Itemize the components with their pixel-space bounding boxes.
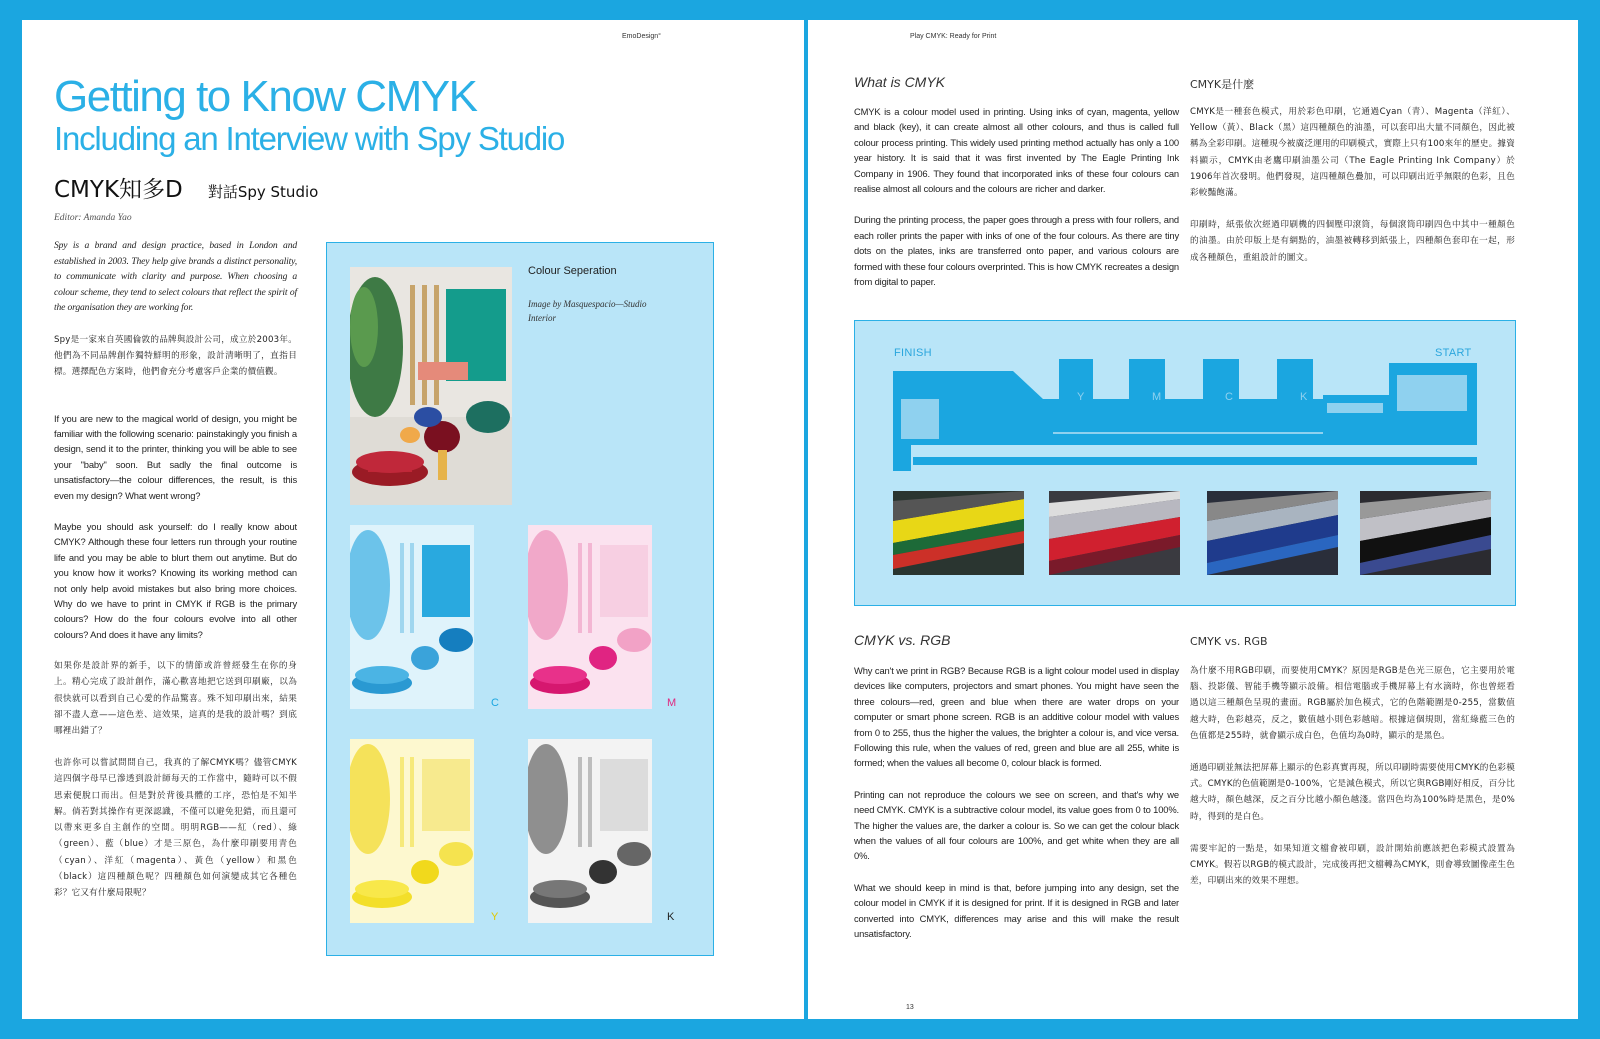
colour-separation-panel [326,242,714,956]
intro-zh: Spy是一家來自英國倫敦的品牌與設計公司，成立於2003年。他們為不同品牌創作獨特鮮明的形象，設計清晰明了，直指目標。選擇配色方案時，他們會充分考慮客戶企業的價值觀。 [54,334,297,378]
running-head-right: Play CMYK: Ready for Print [910,33,997,40]
panel-caption-title: Colour Seperation [528,265,617,277]
press-photo-black [1360,491,1491,575]
body-en-2: Maybe you should ask yourself: do I really know about CMYK? Although these four letters run through your routine life and you may be able to blurt them out anytime. But do you know how it works? Knowing its working method can not only help avoid mistakes but also bring more choices. Why do we have to print in CMYK if RGB is the primary colours? How do the four colours evolve into all other colours? And does it have any limits? [54,521,297,640]
heading-cmyk-vs-rgb-zh: CMYK vs. RGB [1190,635,1268,648]
vs-zh-3: 需要牢記的一點是，如果知道文檔會被印刷，設計開始前應該把色彩模式設置為CMYK。假若以RGB的模式設計，完成後再把文檔轉為CMYK，則會導致圖像產生色差，印刷出來的效果不理想。 [1190,843,1515,887]
letter-k: K [667,911,675,923]
cyan-separation-image [350,525,474,709]
letter-c: C [491,697,499,709]
letter-y: Y [491,911,499,923]
press-start-label: START [1435,347,1472,359]
what-zh-2: 印刷時，紙張依次經過印刷機的四個壓印滾筒，每個滾筒印刷四色中其中一種顏色的油墨。由於印版上是有網點的，油墨被轉移到紙張上，四種顏色套印在一起，形成各種顏色，重組設計的圖文。 [1190,220,1515,263]
letter-m: M [667,697,677,709]
printing-press-illustration [893,359,1479,477]
press-unit-m: M [1152,391,1162,403]
what-zh-column [1190,104,1515,282]
press-photo-cyan [1207,491,1338,575]
press-unit-c: C [1225,391,1233,403]
page-title-line2: Including an Interview with Spy Studio [54,120,565,157]
left-text-column [54,238,297,917]
interior-photo-full-colour [350,267,512,505]
what-en-column [854,104,1179,305]
body-zh-2: 也許你可以嘗試問問自己，我真的了解CMYK嗎？儘管CMYK這四個字母早已滲透到設計師每天的工作當中，隨時可以不假思索便脫口而出。但是對於背後具體的工序，恐怕是不知半解。倘若對其操作有更深認識，不僅可以避免犯錯，而且還可以帶來更多自主創作的空間。明明RGB——紅（red）、綠（green）、藍（blue）才是三原色，為什麼印刷要用青色（cyan）、洋紅（magenta）、黃色（yellow）和黑色（black）這四種顏色呢？四種顏色如何演變成其它各種色彩？它又有什麼局限呢？ [54,758,297,898]
vs-en-column [854,663,1179,958]
press-photo-yellow [893,491,1024,575]
body-zh-1: 如果你是設計界的新手，以下的情節或許曾經發生在你的身上。精心完成了設計創作，滿心歡喜地把它送到印刷廠，以為很快就可以看到自己心愛的作品驚喜。殊不知印刷出來，結果卻不盡人意——這色差、這效果，這真的是我的設計嗎？到底哪裡出錯了？ [54,661,297,737]
subtitle-zh [54,171,318,204]
vs-zh-1: 為什麼不用RGB印刷，而要使用CMYK？原因是RGB是色光三原色，它主要用於電腦、投影儀、智能手機等顯示設備。相信電腦或手機屏幕上有水滴時，你也曾經看過以這三種顏色呈現的畫面。RGB屬於加色模式，它的色階範圍是0-255，當數值越大時，色彩越亮，反之，數值越小則色彩越暗。根據這個規則，當紅綠藍三色的色值都是255時，就會顯示成白色，色值均為0時，顯示的是黑色。 [1190,666,1515,741]
heading-what-is-cmyk: What is CMYK [854,74,946,90]
intro-en: Spy is a brand and design practice, based in London and established in 2003. They help give brands a distinct personality, to communicate with clarity and purpose. When choosing a colour scheme, they tend to select colours that reflect the spirit of the organisation they are working for. [54,240,297,314]
press-photo-magenta [1049,491,1180,575]
page-number: 13 [906,1004,914,1011]
vs-en-2: Printing can not reproduce the colours we see on screen, and that's why we need CMYK. CMYK is a subtractive colour model, its value goes from 0 to 100%. The higher the values are, the darker a colour is. So we can get the colour black when the values of all four colours are 100%, and get white when they are all 0%. [854,788,1179,862]
what-en-2: During the printing process, the paper goes through a press with four rollers, and each roller prints the paper with inks of one of the four colours. As there are tiny dots on the plates, inks are transferred onto paper, and various colours are formed with these four colours overprinted. This is how CMYK recreates a design from digital to paper. [854,214,1179,288]
heading-what-is-cmyk-zh: CMYK是什麼 [1190,78,1255,91]
right-page [808,20,1578,1019]
subtitle-zh-main: CMYK知多D [54,177,183,203]
editor-credit: Editor: Amanda Yao [54,213,132,223]
running-head-left: EmoDesign° [622,33,661,40]
black-separation-image [528,739,652,923]
body-en-1: If you are new to the magical world of design, you might be familiar with the following scenario: painstakingly you finish a design, send it to the printer, thinking you will be able to see your "baby" soon. But sadly the final outcome is unsatisfactory—the colour differences, the result, is this even my design? What went wrong? [54,412,297,501]
yellow-separation-image [350,739,474,923]
subtitle-zh-sub: 對話Spy Studio [207,183,319,201]
vs-en-3: What we should keep in mind is that, before jumping into any design, set the colour model in CMYK if it is designed for print. If it is designed in RGB and later converted into CMYK, differences may arise and this will make the result unsatisfactory. [854,881,1179,940]
vs-zh-column [1190,663,1515,905]
panel-caption-credit: Image by Masquespacio—Studio Interior [528,299,647,323]
heading-cmyk-vs-rgb: CMYK vs. RGB [854,632,951,648]
printing-press-panel [854,320,1516,606]
press-unit-k: K [1300,391,1308,403]
press-unit-y: Y [1077,391,1085,403]
press-finish-label: FINISH [894,347,932,359]
what-en-1: CMYK is a colour model used in printing. Using inks of cyan, magenta, yellow and black (key), it can create almost all other colours, and thus is called full colour process printing. This widely used printing method actually has only a 100 year history. It is said that it was first invented by The Eagle Printing Ink Company in 1906. They found that incorporated inks of these four colours can realise almost all colours and the colours are richer and darker. [854,106,1179,195]
what-zh-1: CMYK是一種套色模式，用於彩色印刷，它通過Cyan（青）、Magenta（洋紅）、Yellow（黃）、Black（黑）這四種顏色的油墨，可以套印出大量不同顏色，因此被稱為全彩印刷。這種現今被廣泛運用的印刷模式，實際上只有100來年的歷史。據資料顯示，CMYK由老鷹印刷油墨公司（The Eagle Printing Ink Company）於1906年首次發明。他們發現，這四種顏色疊加，可以印刷出近乎無限的色彩，且色彩較豔飽滿。 [1190,107,1515,199]
left-page [22,20,804,1019]
vs-en-1: Why can't we print in RGB? Because RGB is a light colour model used in display devices like computers, projectors and smart phones. You might have seen the three colours—red, green and blue when there are water drops on your computer or smart phone screen. RGB is an additive colour model with values from 0 to 255, thus the higher the values, the brighter a colour is, and vice versa. Following this rule, when the values of red, green and blue are all 255, white is formed; when the values all become 0, colour black is formed. [854,665,1179,769]
magenta-separation-image [528,525,652,709]
vs-zh-2: 通過印刷並無法把屏幕上顯示的色彩真實再現，所以印刷時需要使用CMYK的色彩模式。CMYK的色值範圍是0-100%，它是減色模式，所以它與RGB剛好相反，百分比越大時，顏色越深，反之百分比越小顏色越淺。當四色均為100%時是黑色，是0%時，得到的是白色。 [1190,763,1515,822]
page-title-line1: Getting to Know CMYK [54,72,477,121]
